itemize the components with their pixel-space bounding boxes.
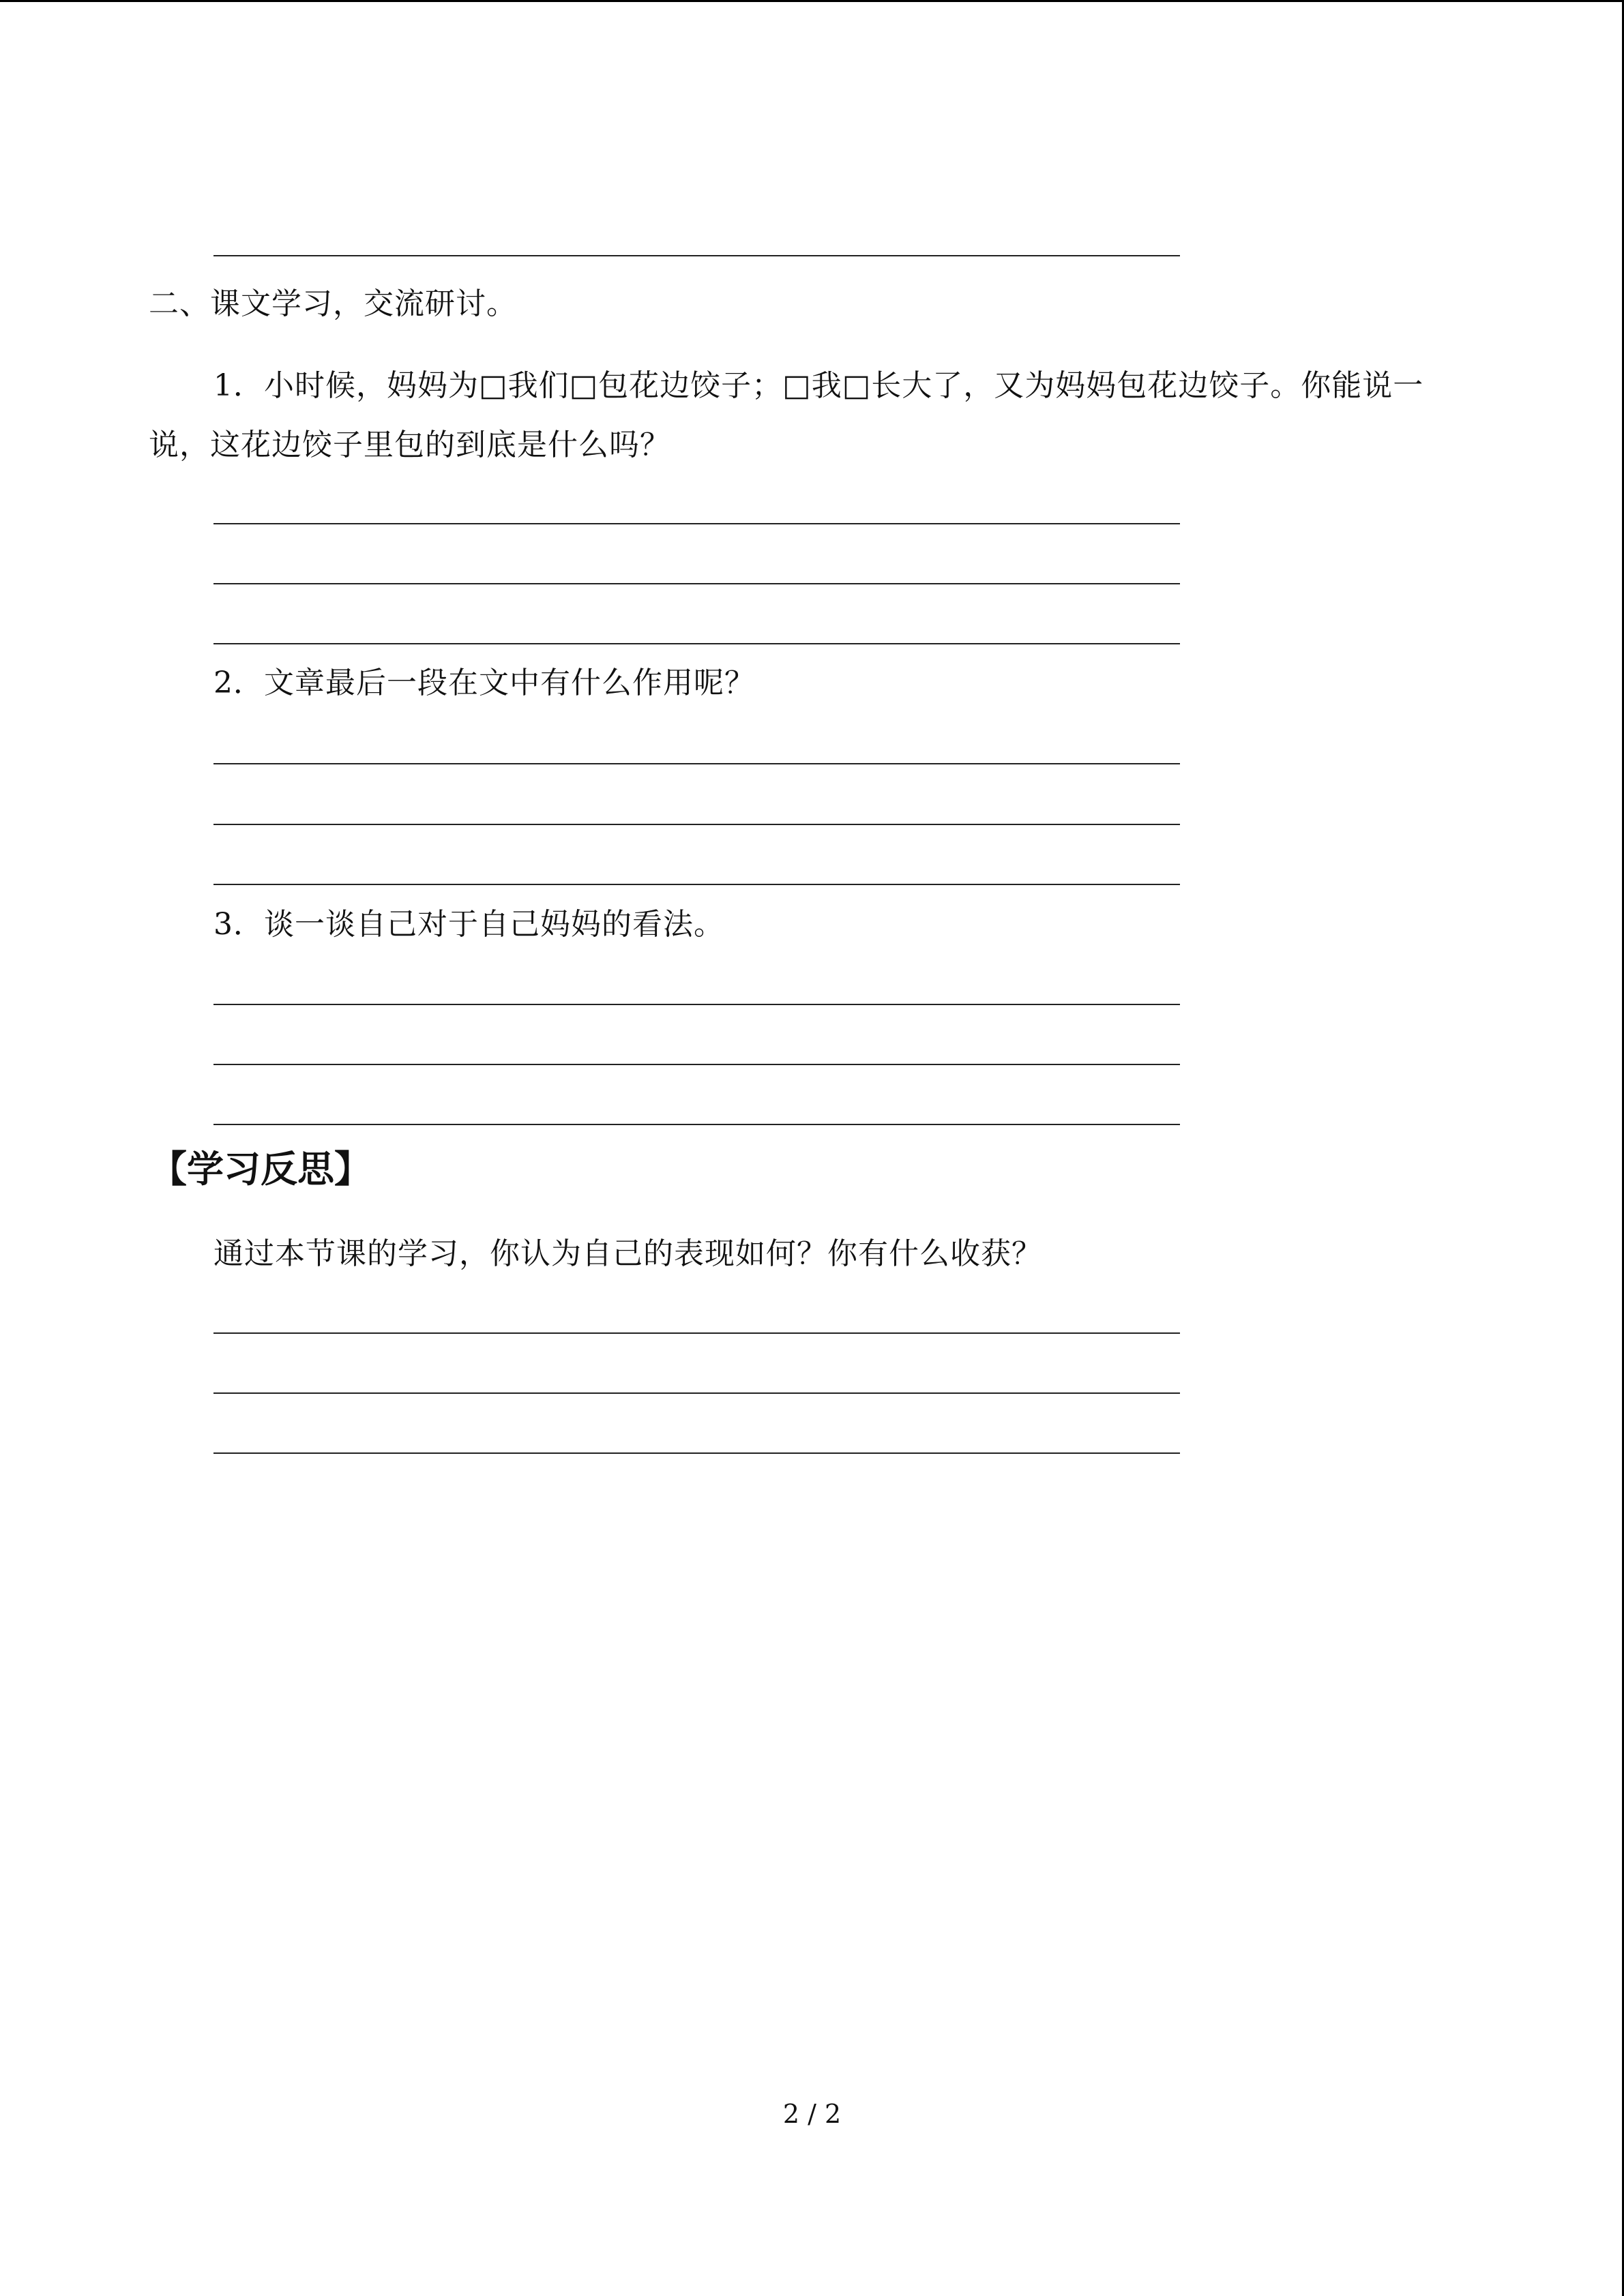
answer-line: [213, 884, 1180, 885]
section-title: 二、课文学习，交流研讨。: [149, 286, 517, 321]
reflection-heading: 【学习反思】: [150, 1148, 371, 1191]
answer-line: [213, 763, 1180, 764]
answer-line: [213, 1124, 1180, 1125]
answer-line: [213, 1392, 1180, 1394]
question-1-line-2: 说，这花边饺子里包的到底是什么吗？: [149, 428, 670, 462]
answer-line: [213, 523, 1180, 524]
page-top-border: [0, 0, 1624, 2]
answer-line: [213, 1004, 1180, 1005]
answer-line: [213, 1452, 1180, 1454]
question-1-line-1: 1．小时候，妈妈为□我们□包花边饺子；□我□长大了，又为妈妈包花边饺子。你能说一: [213, 368, 1424, 403]
answer-line: [213, 1332, 1180, 1334]
answer-line: [213, 643, 1180, 644]
answer-line: [213, 824, 1180, 825]
reflection-prompt: 通过本节课的学习，你认为自己的表现如何？你有什么收获？: [213, 1236, 1042, 1271]
answer-line: [213, 1064, 1180, 1065]
answer-line: [213, 255, 1180, 256]
question-2: 2．文章最后一段在文中有什么作用呢？: [213, 666, 755, 700]
page-number: 2 / 2: [782, 2099, 842, 2129]
answer-line: [213, 583, 1180, 584]
question-3: 3．谈一谈自己对于自己妈妈的看法。: [213, 907, 724, 942]
